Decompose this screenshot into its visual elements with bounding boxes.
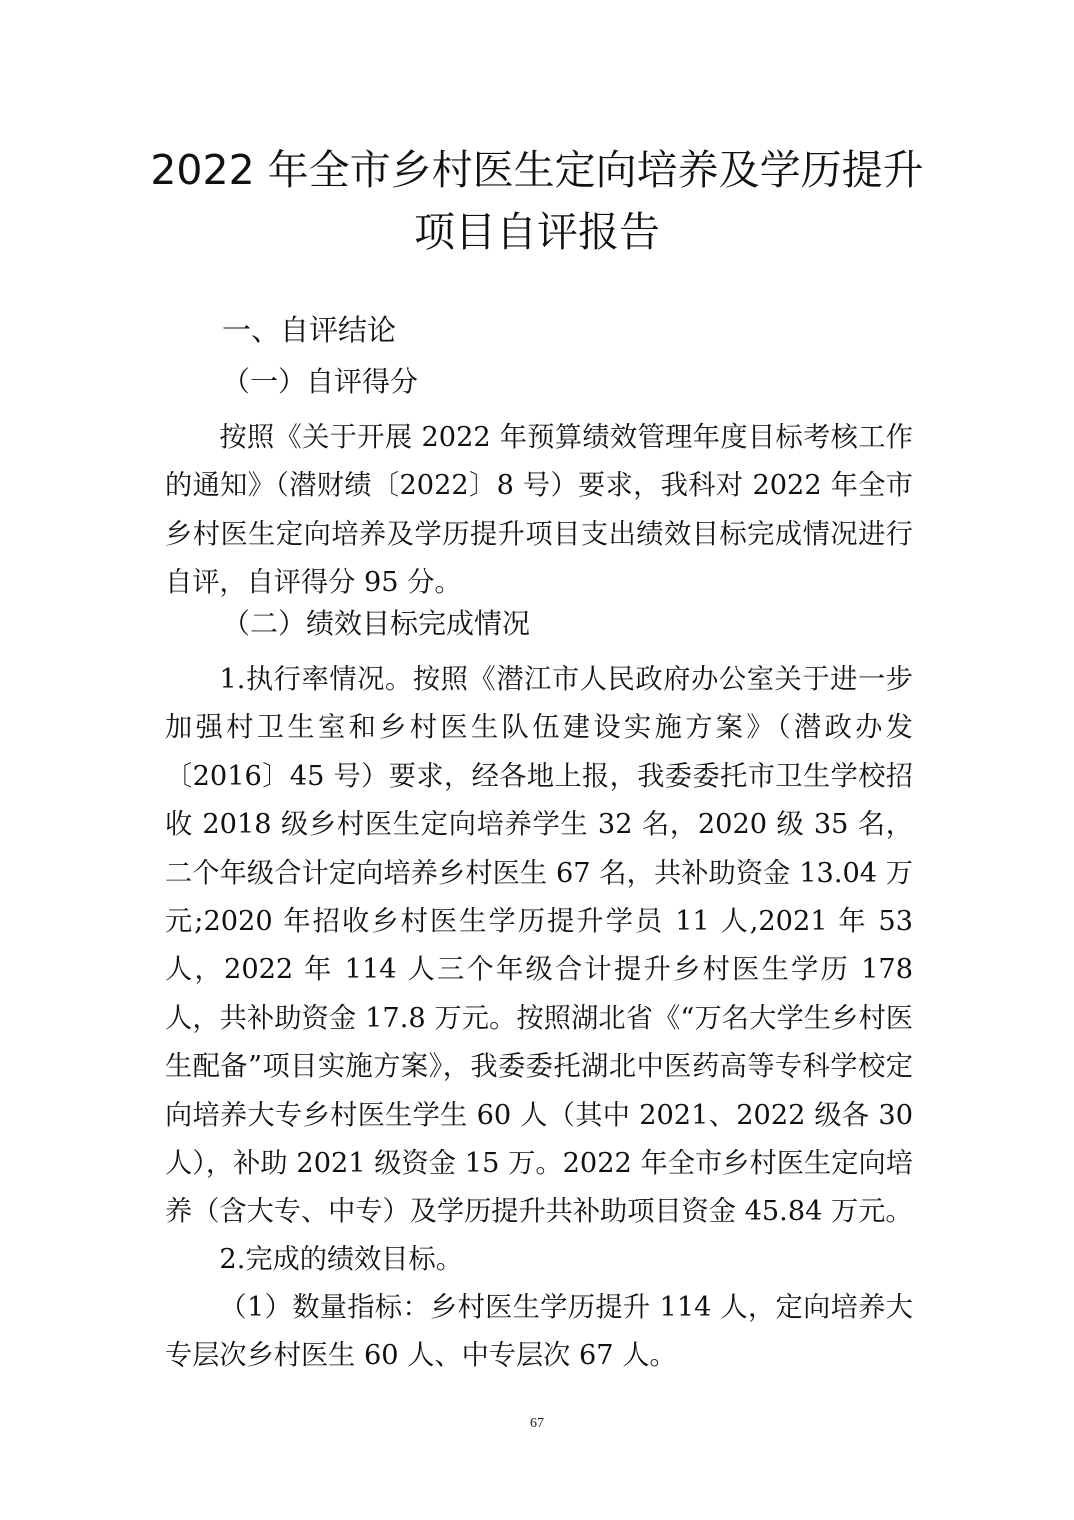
- paragraph-execution-rate: 1.执行率情况。按照《潜江市人民政府办公室关于进一步加强村卫生室和乡村医生队伍建设实施方案》（潜政办发〔2016〕45 号）要求，经各地上报，我委委托市卫生学校招收 2018 级乡村医生定向培养学生 32 名，2020 级 35 名，二个年级合计定向培养乡村医生 67 名，共补助资金 13.04 万元;2020 年招收乡村医生学历提升学员 11 人,2021 年 53 人，2022 年 114 人三个年级合计提升乡村医生学历 178 人，共补助资金 17.8 万元。按照湖北省《“万名大学生乡村医生配备”项目实施方案》，我委委托湖北中医药高等专科学校定向培养大专乡村医生学生 60 人（其中 2021、2022 级各 30 人），补助 2021 级资金 15 万。2022 年全市乡村医生定向培养（含大专、中专）及学历提升共补助项目资金 45.84 万元。: [165, 664, 913, 1228]
- section-heading: 一、自评结论: [222, 313, 397, 347]
- paragraph-completed-goals: 2.完成的绩效目标。: [219, 1244, 463, 1275]
- paragraph-self-evaluation-score: 按照《关于开展 2022 年预算绩效管理年度目标考核工作的通知》（潜财绩〔2022〕8 号）要求，我科对 2022 年全市乡村医生定向培养及学历提升项目支出绩效目标完成情况进行自评，自评得分 95 分。: [165, 422, 913, 599]
- subsection-heading-goals: （二）绩效目标完成情况: [222, 607, 531, 640]
- page-number: 67: [530, 1416, 544, 1431]
- subsection-heading-score: （一）自评得分: [222, 365, 419, 398]
- document-title-line-1: 2022 年全市乡村医生定向培养及学历提升: [150, 146, 924, 194]
- paragraph-quantity-indicators: （1）数量指标：乡村医生学历提升 114 人，定向培养大专层次乡村医生 60 人、中专层次 67 人。: [165, 1292, 913, 1372]
- document-title-line-2: 项目自评报告: [414, 208, 660, 256]
